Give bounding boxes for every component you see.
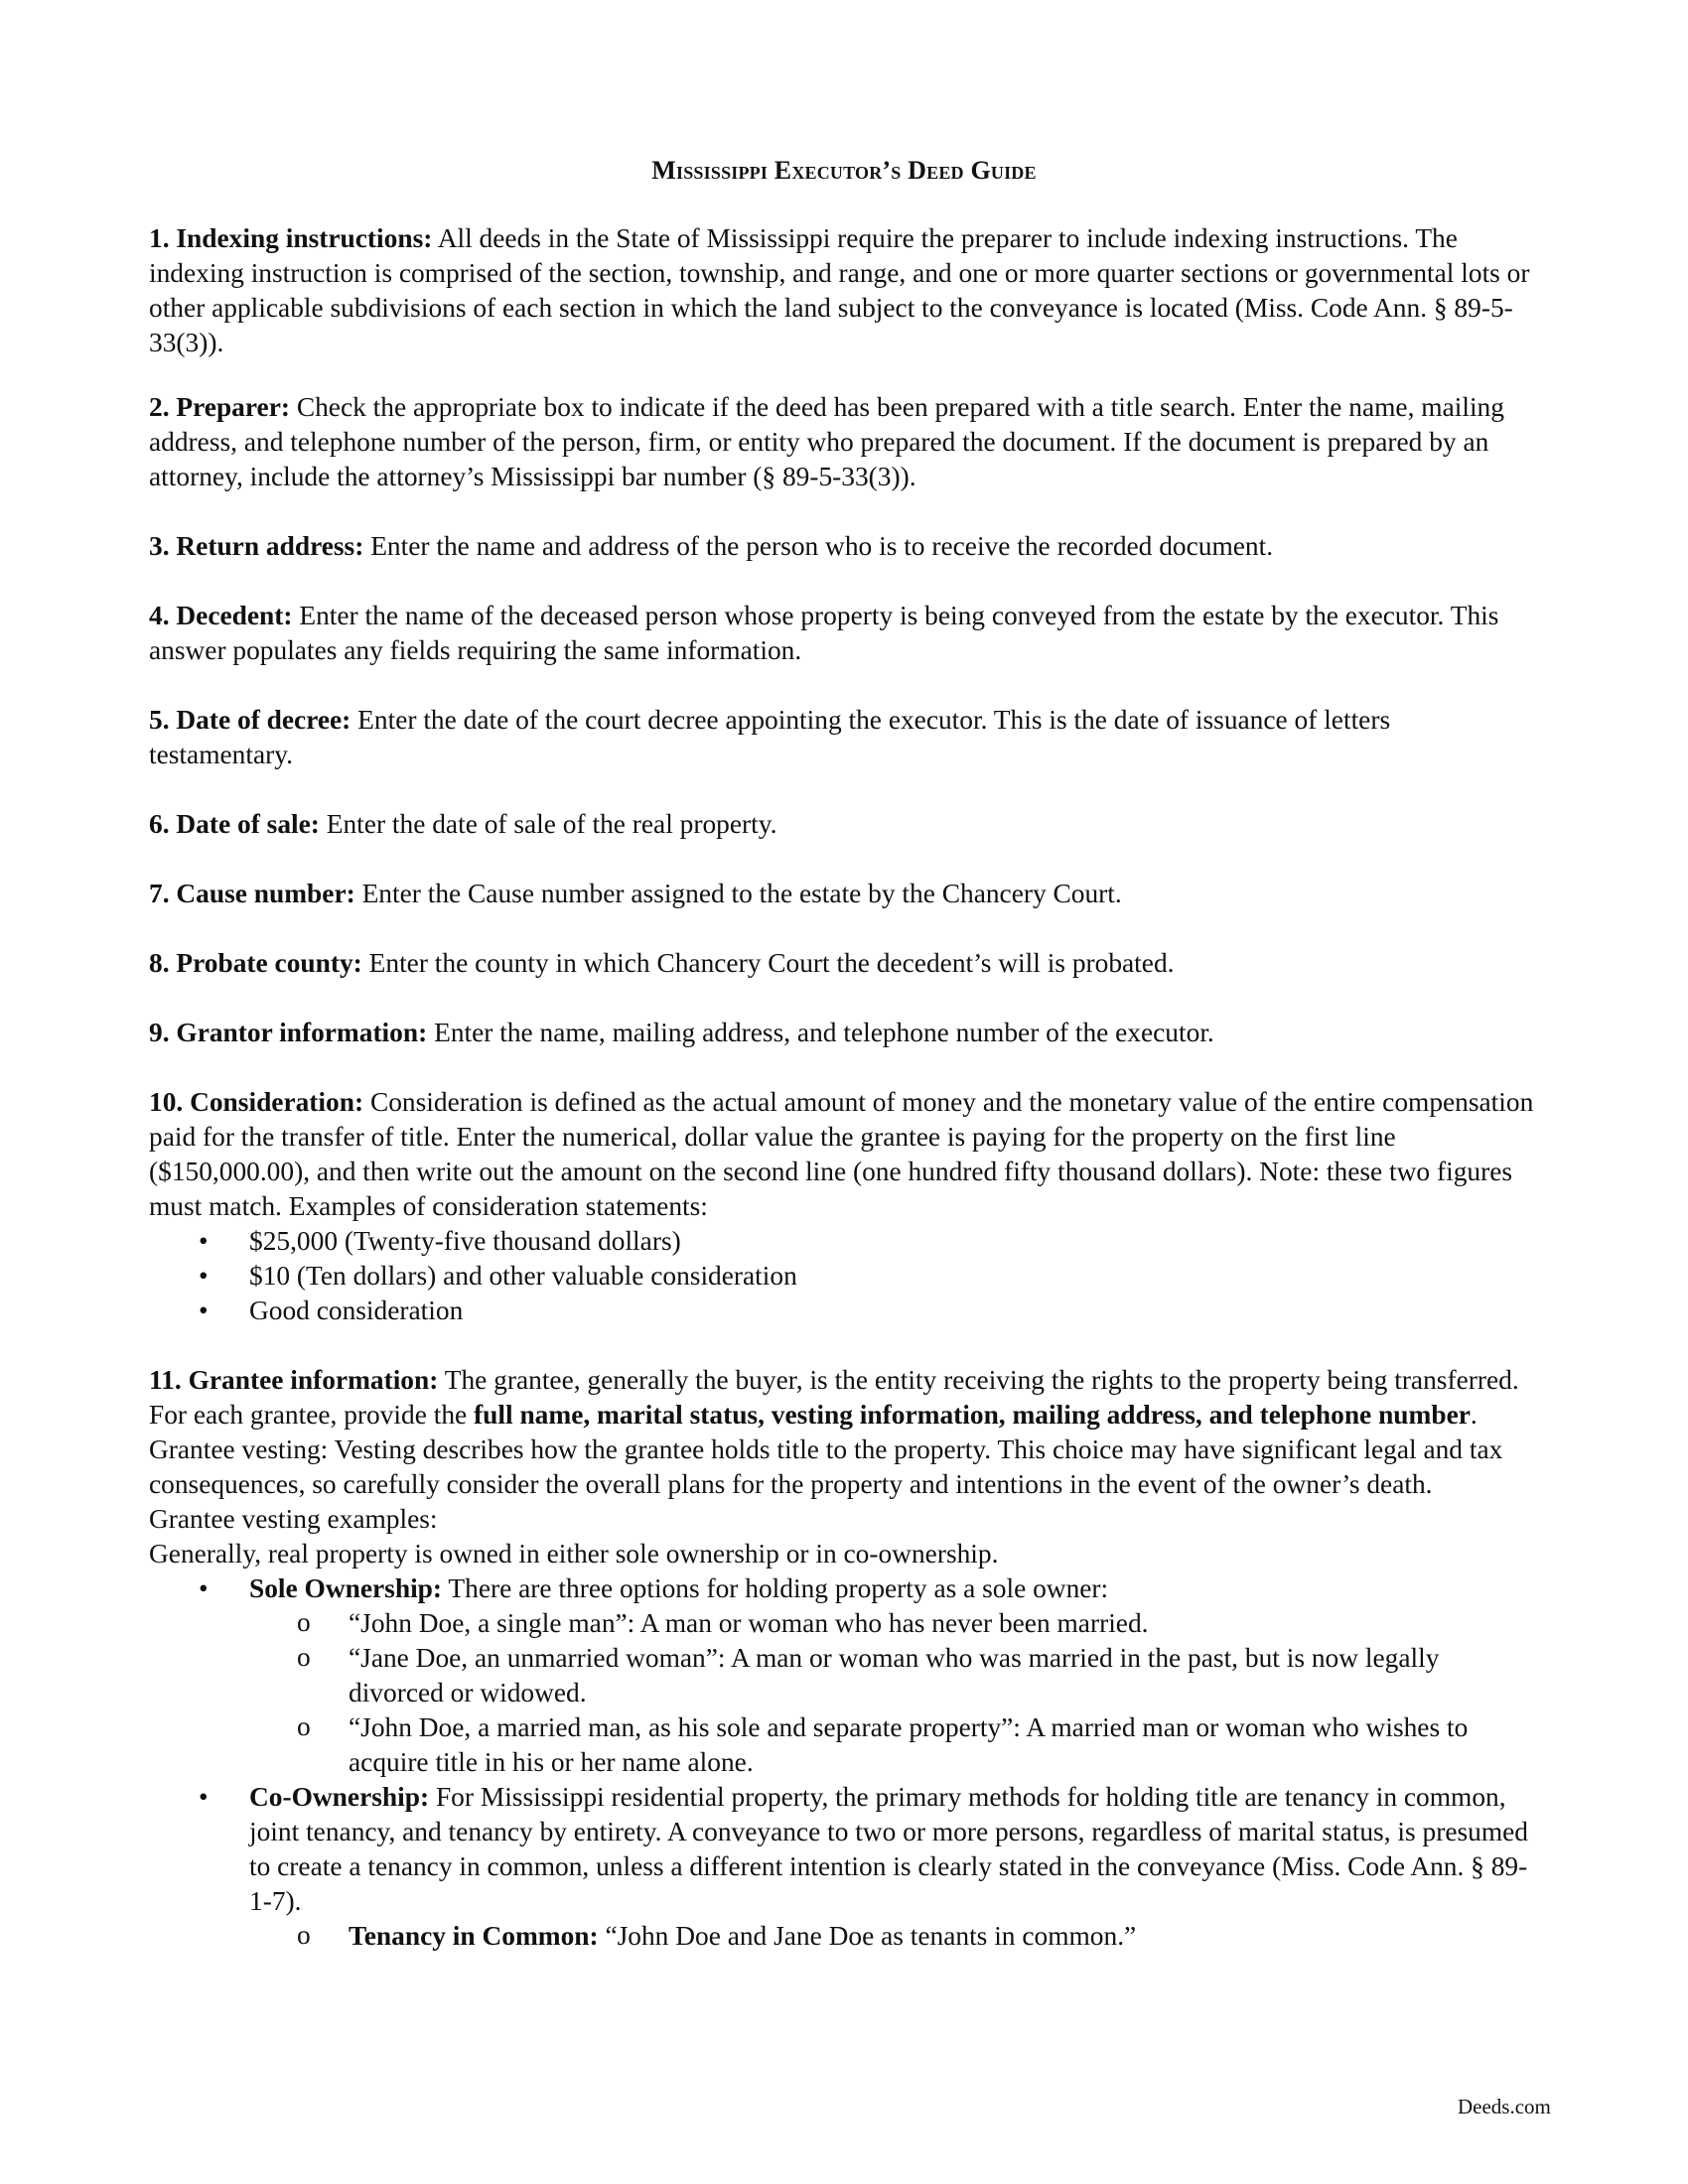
section-label: 11. Grantee information: [149, 1365, 439, 1395]
list-item: o “John Doe, a married man, as his sole and separate property”: A married man or woman who wishes to acquire title in his or her name alone. [249, 1710, 1539, 1780]
section-grantee-information [149, 1363, 1539, 1954]
section-text: Enter the name and address of the person who is to receive the recorded document. [363, 531, 1274, 561]
section-text: All deeds in the State of Mississippi require the preparer to include indexing instructions. The indexing instruction is comprised of the section, township, and range, and one or more quarter sections or governmental lots or other applicable subdivisions of each section in which the land subject to the conveyance is located (Miss. Code Ann. § 89-5-33(3)). [149, 223, 1530, 357]
vesting-examples-heading: Grantee vesting examples: [149, 1504, 438, 1534]
section-preparer [149, 390, 1539, 494]
list-item: • Good consideration [149, 1294, 1539, 1328]
section-text: Enter the date of sale of the real property. [319, 809, 777, 839]
section-label: 2. Preparer: [149, 392, 290, 422]
section-label: 1. Indexing instructions: [149, 223, 433, 253]
section-label: 7. Cause number: [149, 879, 355, 908]
list-item: • $10 (Ten dollars) and other valuable consideration [149, 1259, 1539, 1294]
section-text: Enter the county in which Chancery Court the decedent’s will is probated. [361, 948, 1175, 978]
item-label: Tenancy in Common: [349, 1921, 599, 1951]
section-text: Enter the Cause number assigned to the estate by the Chancery Court. [354, 879, 1122, 908]
section-text: Consideration is defined as the actual amount of money and the monetary value of the entire compensation paid for the transfer of title. Enter the numerical, dollar value the grantee is paying for the property on the first line ($150,000.00), and then write out the amount on the second line (one hundred fifty thousand dollars). Note: these two figures must match. Examples of consideration statements: [149, 1087, 1534, 1221]
item-text: For Mississippi residential property, the primary methods for holding title are tenancy in common, joint tenancy, and tenancy by entirety. A conveyance to two or more persons, regardless of marital status, is presumed to create a tenancy in common, unless a different intention is clearly stated in the conveyance (Miss. Code Ann. § 89-1-7). [249, 1782, 1528, 1916]
list-item [249, 1919, 1539, 1954]
list-item: o “Jane Doe, an unmarried woman”: A man or woman who was married in the past, but is now legally divorced or widowed. [249, 1641, 1539, 1710]
section-text-bold: full name, marital status, vesting information, mailing address, and telephone number [474, 1400, 1471, 1430]
sole-ownership-options [249, 1606, 1539, 1780]
section-label: 9. Grantor information: [149, 1018, 428, 1047]
section-date-of-decree [149, 703, 1539, 772]
co-ownership-options [249, 1919, 1539, 1954]
section-text: The grantee, generally the buyer, is the entity receiving the rights to the property being transferred. For each grantee, provide the [149, 1365, 1519, 1430]
section-label: 4. Decedent: [149, 601, 293, 630]
section-indexing-instructions [149, 221, 1539, 360]
item-label: Co-Ownership: [249, 1782, 430, 1812]
section-cause-number [149, 877, 1539, 911]
ownership-types-list [149, 1571, 1539, 1954]
document-title: Mississippi Executor’s Deed Guide [651, 156, 1037, 185]
section-date-of-sale [149, 807, 1539, 842]
section-label: 3. Return address: [149, 531, 364, 561]
consideration-examples-list [149, 1224, 1539, 1328]
section-probate-county [149, 946, 1539, 981]
section-label: 5. Date of decree: [149, 705, 352, 735]
footer-brand: Deeds.com [1458, 2095, 1551, 2118]
section-grantor-information [149, 1016, 1539, 1050]
list-item-co-ownership [149, 1780, 1539, 1954]
item-text: “John Doe and Jane Doe as tenants in common.” [598, 1921, 1137, 1951]
section-text: . Grantee vesting: Vesting describes how the grantee holds title to the property. This choice may have significant legal and tax consequences, so carefully consider the overall plans for the property and intentions in the event of the owner’s death. [149, 1400, 1503, 1499]
vesting-examples-intro: Generally, real property is owned in either sole ownership or in co-ownership. [149, 1539, 999, 1569]
item-text: There are three options for holding property as a sole owner: [442, 1573, 1109, 1603]
section-label: 6. Date of sale: [149, 809, 320, 839]
list-item: o “John Doe, a single man”: A man or woman who has never been married. [249, 1606, 1539, 1641]
section-consideration [149, 1085, 1539, 1328]
section-text: Enter the name of the deceased person whose property is being conveyed from the estate by the executor. This answer populates any fields requiring the same information. [149, 601, 1499, 665]
section-text: Check the appropriate box to indicate if the deed has been prepared with a title search. Enter the name, mailing address, and telephone number of the person, firm, or entity who prepared the document. If the document is prepared by an attorney, include the attorney’s Mississippi bar number (§ 89-5-33(3)). [149, 392, 1504, 491]
section-body [149, 1363, 1539, 1502]
section-label: 8. Probate county: [149, 948, 362, 978]
list-item: • $25,000 (Twenty-five thousand dollars) [149, 1224, 1539, 1259]
item-label: Sole Ownership: [249, 1573, 443, 1603]
section-body [149, 1085, 1539, 1224]
section-text: Enter the name, mailing address, and telephone number of the executor. [427, 1018, 1214, 1047]
list-item-sole-ownership [149, 1571, 1539, 1780]
section-label: 10. Consideration: [149, 1087, 364, 1117]
section-return-address [149, 529, 1539, 564]
section-text: Enter the date of the court decree appointing the executor. This is the date of issuance of letters testamentary. [149, 705, 1391, 769]
section-decedent [149, 599, 1539, 668]
